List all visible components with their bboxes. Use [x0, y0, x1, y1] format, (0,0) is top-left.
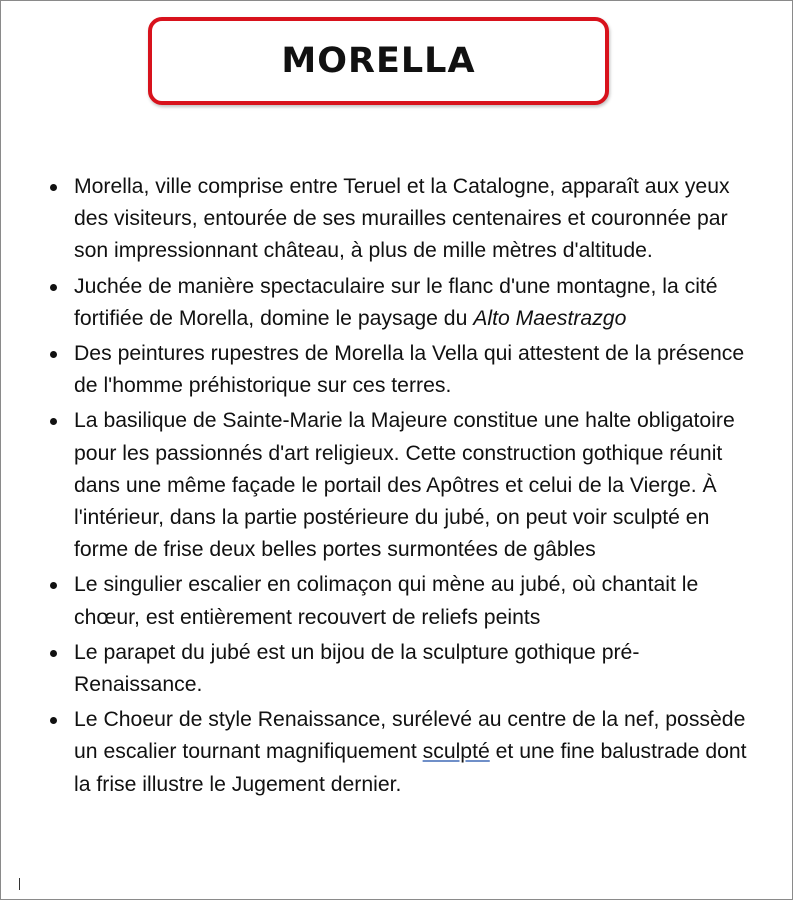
bullet-icon — [50, 717, 57, 724]
bullet-icon — [50, 650, 57, 657]
title-box — [148, 17, 609, 105]
text-cursor — [19, 878, 20, 890]
list-item — [40, 171, 760, 268]
list-item — [40, 271, 760, 335]
bullet-icon — [50, 582, 57, 589]
list-item-text: Le singulier escalier en colimaçon qui mène au jubé, où chantait le chœur, est entièrement recouvert de reliefs peints — [74, 573, 699, 629]
list-item — [40, 637, 760, 701]
list-item — [40, 405, 760, 566]
list-item-text: Le parapet du jubé est un bijou de la sculpture gothique pré-Renaissance. — [74, 640, 640, 697]
bullet-icon — [50, 418, 57, 425]
bullet-icon — [50, 284, 57, 291]
list-item-text: Morella, ville comprise entre Teruel et la Catalogne, apparaît aux yeux des visiteurs, entourée de ses murailles centenaires et couronnée par son impressionnant château, à plus de mille mètres d'altitude. — [74, 175, 730, 263]
list-item-text: Des peintures rupestres de Morella la Vella qui attestent de la présence de l'homme préhistorique sur ces terres. — [74, 342, 745, 398]
list-item-text: Le Choeur de style Renaissance, surélevé au centre de la nef, possède un escalier tournant magnifiquement — [74, 708, 746, 764]
list-item-italic-text: Alto Maestrazgo — [473, 306, 627, 330]
list-item — [40, 338, 760, 402]
list-item — [40, 569, 760, 633]
page-title: MORELLA — [281, 41, 476, 81]
bullet-list — [40, 171, 760, 804]
list-item — [40, 704, 760, 801]
spellcheck-underlined-word[interactable]: sculpté — [422, 740, 490, 764]
bullet-icon — [50, 351, 57, 358]
bullet-icon — [50, 184, 57, 191]
list-item-text: Juchée de manière spectaculaire sur le flanc d'une montagne, la cité fortifiée de Morella, domine le paysage du — [74, 274, 718, 330]
list-item-text: La basilique de Sainte-Marie la Majeure constitue une halte obligatoire pour les passionnés d'art religieux. Cette construction gothique réunit dans une même façade le portail des Apôtres et celui de la Vierge. À l'intérieur, dans la partie postérieure du jubé, on peut voir sculpté en forme de frise deux belles portes surmontées de gâbles — [74, 409, 735, 562]
list-item-text-end: et une fine balustrade dont la frise illustre le Jugement dernier. — [74, 740, 747, 796]
